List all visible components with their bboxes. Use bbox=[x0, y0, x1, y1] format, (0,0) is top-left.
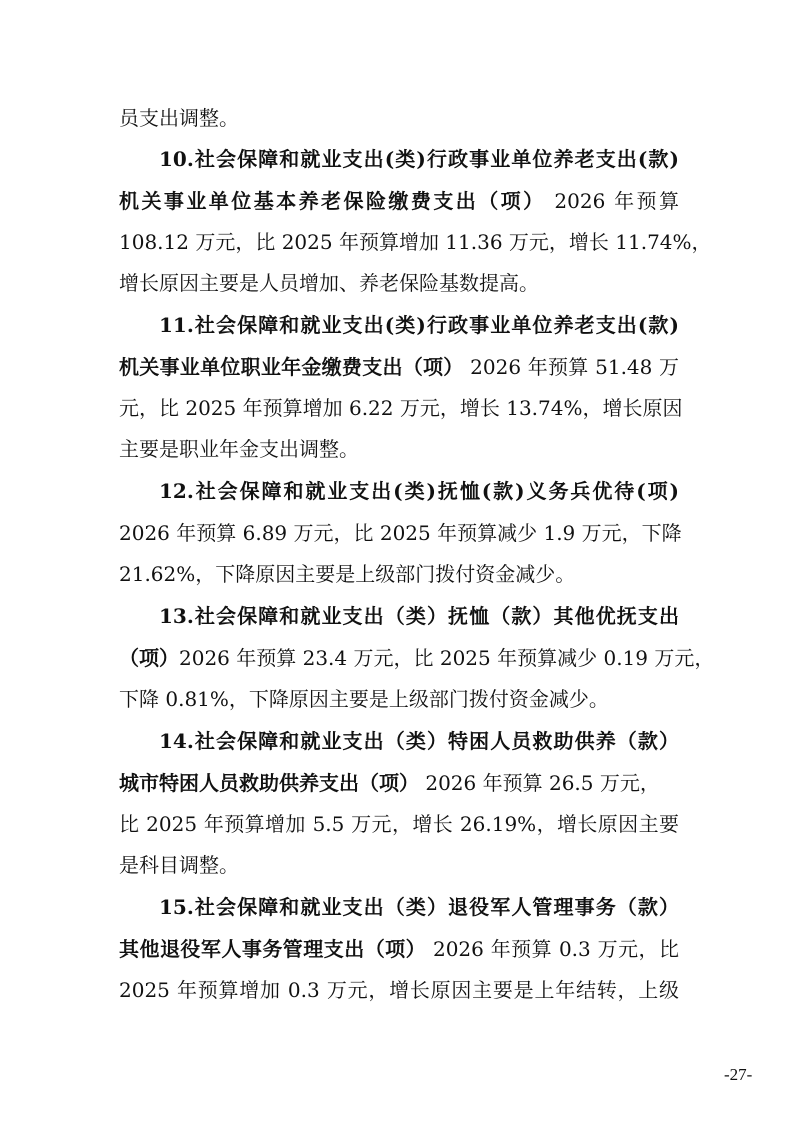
item-11-body-line-2: 元，比 2025 年预算增加 6.22 万元，增长 13.74%，增长原因 bbox=[119, 396, 683, 420]
item-11-line-2 bbox=[119, 355, 679, 379]
page-number: -27- bbox=[724, 1065, 753, 1084]
item-11-heading-line-1: 11.社会保障和就业支出(类)行政事业单位养老支出(款) bbox=[159, 313, 679, 337]
item-15-heading-line-1: 15.社会保障和就业支出（类）退役军人管理事务（款） bbox=[159, 895, 679, 919]
item-10-heading-line-1: 10.社会保障和就业支出(类)行政事业单位养老支出(款) bbox=[159, 147, 679, 171]
item-14-body-line-1: 2026 年预算 26.5 万元， bbox=[425, 771, 660, 795]
item-14-heading-line-2: 城市特困人员救助供养支出（项） bbox=[119, 771, 419, 795]
item-11-heading-line-2: 机关事业单位职业年金缴费支出（项） bbox=[119, 355, 464, 379]
item-13-heading-line-1: 13.社会保障和就业支出（类）抚恤（款）其他优抚支出 bbox=[159, 604, 679, 628]
item-15-line-2 bbox=[119, 937, 679, 961]
item-15-body-line-2: 2025 年预算增加 0.3 万元，增长原因主要是上年结转，上级 bbox=[119, 978, 679, 1002]
item-12-body-line-1: 2026 年预算 6.89 万元，比 2025 年预算减少 1.9 万元，下降 bbox=[119, 521, 682, 545]
item-14-body-line-3: 是科目调整。 bbox=[119, 853, 239, 877]
item-14-line-2 bbox=[119, 771, 679, 795]
paragraph-continuation: 员支出调整。 bbox=[119, 106, 239, 130]
item-10-body-line-1: 2026 年预算 bbox=[554, 189, 679, 213]
item-10-body-line-3: 增长原因主要是人员增加、养老保险基数提高。 bbox=[119, 271, 539, 295]
item-15-body-line-1: 2026 年预算 0.3 万元，比 bbox=[432, 937, 680, 961]
item-13-line-2 bbox=[119, 646, 715, 670]
item-10-heading-line-2: 机关事业单位基本养老保险缴费支出（项） bbox=[119, 189, 546, 213]
item-13-body-line-2: 下降 0.81%，下降原因主要是上级部门拨付资金减少。 bbox=[119, 687, 609, 711]
item-13-heading-line-2: （项） bbox=[119, 646, 179, 670]
item-11-body-line-1: 2026 年预算 51.48 万 bbox=[470, 355, 680, 379]
item-14-body-line-2: 比 2025 年预算增加 5.5 万元，增长 26.19%，增长原因主要 bbox=[119, 812, 679, 836]
item-12-heading-line-1: 12.社会保障和就业支出(类)抚恤(款)义务兵优待(项) bbox=[159, 479, 679, 503]
item-15-heading-line-2: 其他退役军人事务管理支出（项） bbox=[119, 937, 427, 961]
item-14-heading-line-1: 14.社会保障和就业支出（类）特困人员救助供养（款） bbox=[159, 729, 679, 753]
item-13-body-line-1: 2026 年预算 23.4 万元，比 2025 年预算减少 0.19 万元， bbox=[179, 646, 715, 670]
item-11-body-line-3: 主要是职业年金支出调整。 bbox=[119, 437, 359, 461]
item-10-line-2 bbox=[119, 189, 679, 213]
item-12-body-line-2: 21.62%，下降原因主要是上级部门拨付资金减少。 bbox=[119, 562, 576, 586]
item-10-body-line-2: 108.12 万元，比 2025 年预算增加 11.36 万元，增长 11.74%， bbox=[119, 230, 712, 254]
